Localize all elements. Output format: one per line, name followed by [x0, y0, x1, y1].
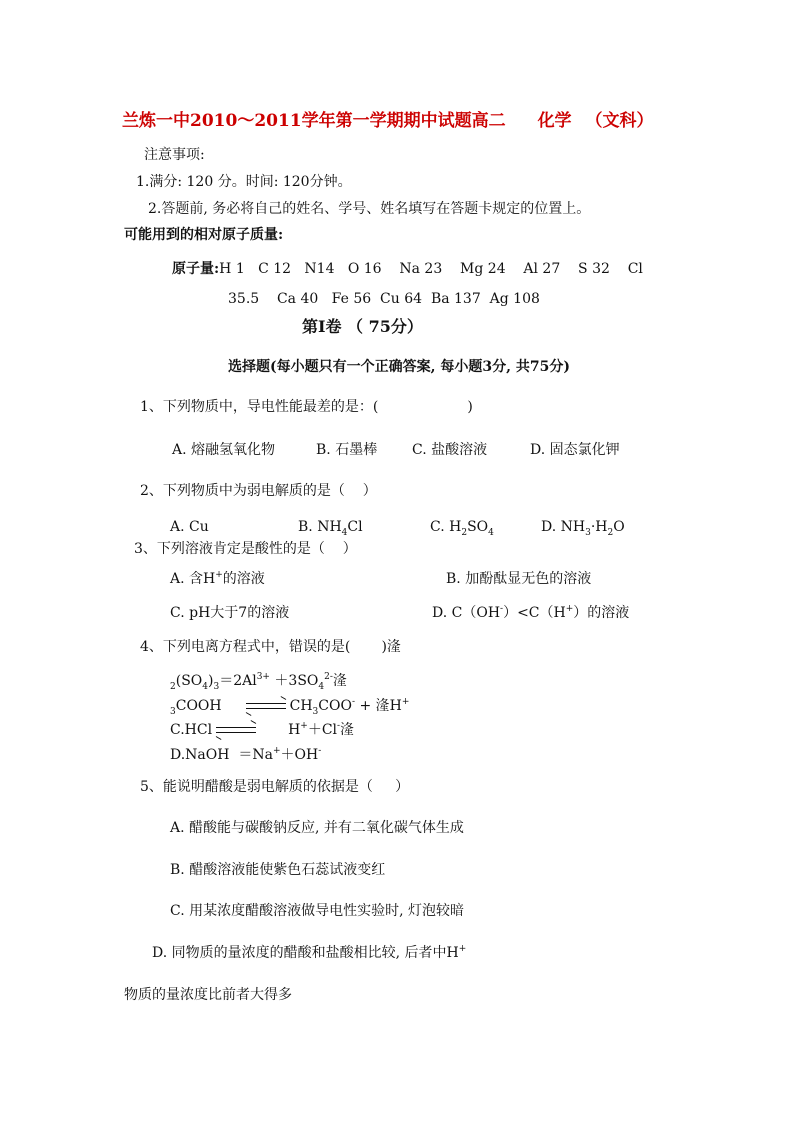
equilibrium-arrow-icon	[246, 701, 286, 711]
q4a-text-3: ＝2Al	[219, 673, 257, 689]
q5-option-a: A. 醋酸能与碳酸钠反应, 并有二氧化碳气体生成	[170, 820, 464, 836]
q2-d-text-3: O	[613, 519, 625, 535]
atomic-mass-label: 原子量:	[172, 261, 220, 277]
notice-item-1: 1.满分: 120 分。时间: 120分钟。	[136, 174, 352, 190]
q2-option-b	[298, 518, 363, 538]
q4c-text-4: 湰	[340, 722, 355, 738]
q4c-text-2: H	[288, 722, 301, 738]
atomic-mass-values-1: H 1 C 12 N14 O 16 Na 23 Mg 24 Al 27 S 32 Cl	[219, 261, 643, 277]
q4a-sup-1: 3+	[256, 672, 270, 682]
q4c-text-1: C.HCl	[170, 722, 213, 738]
question-2-stem: 2、下列物质中为弱电解质的是（ ）	[140, 483, 377, 499]
q4a-sub-4: 4	[318, 682, 325, 692]
q4d-sup-1: +	[272, 746, 281, 756]
q3-d-text-3: ）的溶液	[573, 605, 630, 621]
q3-d-sup-1: -	[500, 604, 504, 614]
q4c-sup-1: +	[300, 721, 308, 731]
q4c-text-3: ＋Cl	[307, 722, 338, 738]
q5-option-d	[152, 944, 466, 964]
q4a-text-2: )	[208, 673, 214, 689]
q3-option-d	[432, 604, 629, 624]
atomic-mass-line-2: 35.5 Ca 40 Fe 56 Cu 64 Ba 137 Ag 108	[228, 291, 540, 307]
q4b-sub-1: 3	[170, 707, 176, 717]
q4b-text-1: COOH	[175, 698, 222, 714]
q4-equation-c	[170, 721, 354, 741]
q4b-text-4: + 湰H	[355, 698, 402, 714]
q5-option-c: C. 用某浓度醋酸溶液做导电性实验时, 灯泡较暗	[170, 903, 465, 919]
q4b-text-3: COO	[318, 698, 352, 714]
q3-d-sup-2: +	[565, 604, 574, 614]
q2-b-sub: 4	[341, 528, 348, 538]
question-5-stem: 5、能说明醋酸是弱电解质的依据是（ ）	[140, 779, 410, 795]
section-instruction: 选择题(每小题只有一个正确答案, 每小题3分, 共75分)	[228, 359, 570, 375]
q1-option-c: C. 盐酸溶液	[412, 442, 488, 458]
q4b-sup-2: +	[401, 697, 410, 707]
q3-a-text-2: 的溶液	[222, 571, 265, 587]
question-4-stem: 4、下列电离方程式中，错误的是( )湰	[140, 639, 401, 655]
q4d-text-2: ＋OH	[280, 747, 319, 763]
q4a-text-5: 湰	[332, 673, 347, 689]
q4-equation-d	[170, 746, 321, 766]
q4d-sup-2: -	[318, 746, 322, 756]
q2-c-sub-2: 4	[488, 528, 494, 538]
q1-option-d: D. 固态氯化钾	[530, 442, 620, 458]
q1-option-a: A. 熔融氢氧化物	[172, 442, 276, 458]
atomic-mass-heading: 可能用到的相对原子质量:	[124, 227, 284, 243]
q4a-sub-2: 4	[202, 682, 208, 692]
q4b-text-2: CH	[289, 698, 313, 714]
q2-option-d	[541, 518, 625, 538]
q5-option-b: B. 醋酸溶液能使紫色石蕊试液变红	[170, 862, 386, 878]
q2-option-c	[430, 518, 494, 538]
q3-option-c: C. pH大于7的溶液	[170, 605, 290, 621]
q1-option-b: B. 石墨棒	[316, 442, 378, 458]
q2-c-text: C. H	[430, 519, 462, 535]
q2-option-a: A. Cu	[170, 519, 209, 535]
q4c-sup-2: -	[337, 721, 341, 731]
q3-option-b: B. 加酚酞显无色的溶液	[446, 571, 592, 587]
q2-d-text-2: ·H	[590, 519, 608, 535]
exam-title	[122, 112, 653, 130]
q4a-sub-3: 3	[213, 682, 220, 692]
notice-item-2: 2.答题前, 务必将自己的姓名、学号、姓名填写在答题卡规定的位置上。	[148, 201, 591, 217]
question-1-stem: 1、下列物质中，导电性能最差的是：( )	[140, 399, 473, 415]
q4b-sup-1: -	[351, 697, 355, 707]
q2-b-text-2: Cl	[347, 519, 363, 535]
q2-c-text-2: SO	[467, 519, 489, 535]
q5-d-text: D. 同物质的量浓度的醋酸和盐酸相比较, 后者中H	[152, 945, 459, 961]
q2-d-sub-1: 3	[585, 528, 591, 538]
q2-d-text: D. NH	[541, 519, 586, 535]
q3-a-text: A. 含H	[170, 571, 216, 587]
q5-d-sup: +	[458, 944, 467, 954]
q5-option-d-continued: 物质的量浓度比前者大得多	[124, 987, 292, 1003]
section-title: 第I卷 （ 75分）	[302, 317, 423, 336]
question-3-stem: 3、下列溶液肯定是酸性的是（ ）	[134, 541, 357, 557]
q4a-sub-1: 2	[170, 682, 176, 692]
q3-a-sup: +	[215, 570, 223, 580]
q4-equation-a	[170, 672, 347, 692]
q3-option-a	[170, 570, 265, 590]
q2-b-text: B. NH	[298, 519, 342, 535]
q4d-text-1: D.NaOH ＝Na	[170, 747, 273, 763]
q4a-sup-2: 2-	[324, 672, 333, 682]
q4-equation-b	[170, 697, 409, 717]
subject: 化学	[537, 111, 572, 131]
equilibrium-arrow-icon	[216, 725, 256, 735]
school-term-title: 兰炼一中2010～2011学年第一学期期中试题高二	[122, 111, 506, 131]
q2-d-sub-2: 2	[607, 528, 614, 538]
notice-heading: 注意事项:	[144, 147, 205, 163]
track: （文科）	[585, 111, 654, 131]
q3-d-text-2: ）<C（H	[503, 605, 566, 621]
q4a-text-1: (SO	[175, 673, 203, 689]
atomic-mass-line-1	[172, 260, 643, 278]
q2-c-sub-1: 2	[461, 528, 468, 538]
q3-d-text: D. C（OH	[432, 605, 501, 621]
q4b-sub-2: 3	[312, 707, 319, 717]
q4a-text-4: ＋3SO	[269, 673, 319, 689]
